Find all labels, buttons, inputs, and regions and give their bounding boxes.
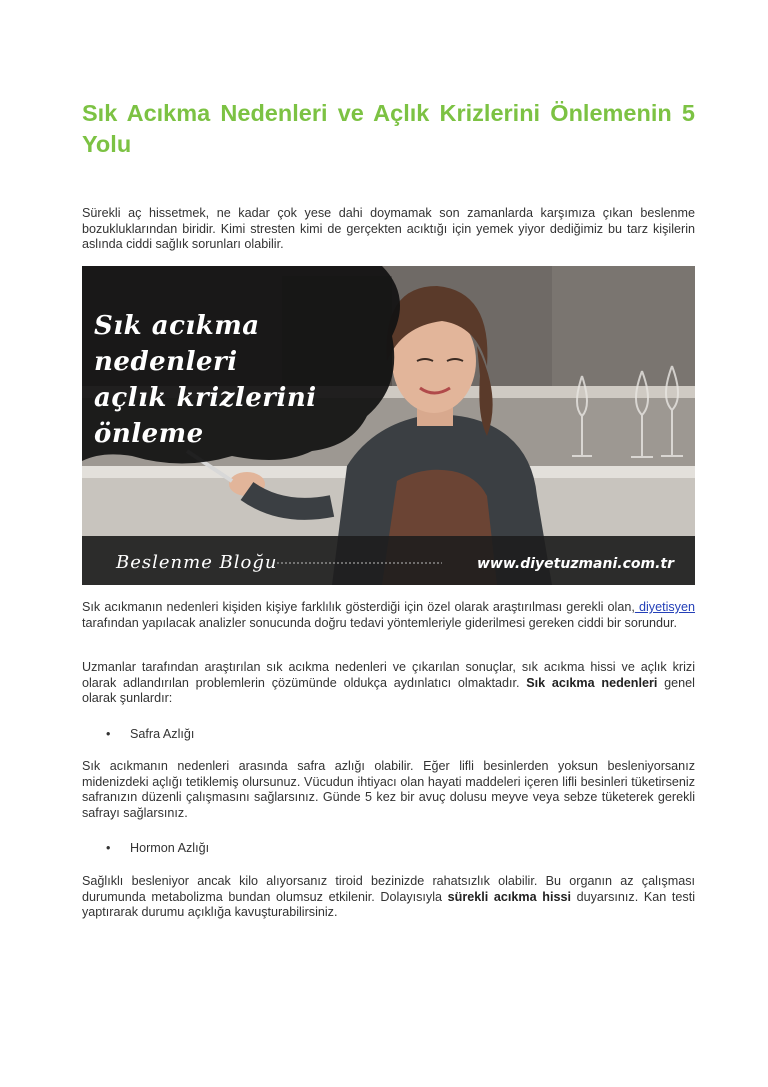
paragraph-experts-bold: Sık acıkma nedenleri xyxy=(519,675,658,690)
paragraph-experts xyxy=(82,660,695,707)
hero-headline-line-2: açlık krizlerini önleme xyxy=(94,383,317,449)
intro-paragraph: Sürekli aç hissetmek, ne kadar çok yese dahi doymamak son zamanlarda karşımıza çıkan beslenme bozukluklarından biridir. Kimi stresten kimi de gerçekten acıktığı için yemek yiyor dediğimiz bu tarz kişilerin aslında ciddi sağlık sorunları olabilir. xyxy=(82,206,695,251)
paragraph-hormone-text-after: duyarsınız. Kan testi yaptırarak durumu açıklığa kavuşturabilirsiniz. xyxy=(82,889,696,919)
paragraph-hormone-text-before: Sağlıklı besleniyor ancak kilo alıyorsanız tiroid bezinizde rahatsızlık olabilir. Bu organın az çalışması durumunda metabolizma bundan olumsuz etkilenir. Dolayısıyla xyxy=(82,874,695,904)
hero-footer-left: Beslenme Bloğu xyxy=(116,552,278,573)
hero-footer-right: www.diyetuzmani.com.tr xyxy=(477,556,675,572)
paragraph-hormone-bold: sürekli acıkma hissi xyxy=(447,889,571,904)
paragraph-dietitian-text-after: tarafından yapılacak analizler sonucunda doğru tedavi yöntemleriyle giderilmesi gereken ciddi bir sorundur. xyxy=(82,615,678,630)
paragraph-hormone xyxy=(82,874,695,921)
paragraph-experts-text-after: genel olarak şunlardır: xyxy=(82,675,695,705)
paragraph-dietitian-text-before: Sık acıkmanın nedenleri kişiden kişiye farklılık gösterdiği için özel olarak araştırılması gerekli olan, xyxy=(82,600,635,614)
paragraph-bile: Sık acıkmanın nedenleri arasında safra azlığı olabilir. Eğer lifli besinlerden yoksun besleniyorsanız midenizdeki açlığı tetiklemiş olursunuz. Vücudun ihtiyacı olan hayati maddeleri içeren lifli besinleri tüketirseniz safranızın düzenli çalışmasını sağlarsınız. Günde 5 kez bir avuç dolusu meyve veya sebze tüketerek gerekli safrayı sağlarsınız. xyxy=(82,759,695,820)
list-item-label: Safra Azlığı xyxy=(130,727,195,741)
paragraph-dietitian xyxy=(82,600,695,631)
hero-image xyxy=(82,266,695,585)
hero-headline-line-1: Sık acıkma nedenleri xyxy=(94,311,260,377)
bullet-icon: • xyxy=(106,727,111,741)
hero-headline xyxy=(94,308,394,452)
list-item-label: Hormon Azlığı xyxy=(130,841,210,855)
page-title: Sık Acıkma Nedenleri ve Açlık Krizlerini Önlemenin 5 Yolu xyxy=(82,100,695,157)
bullet-icon: • xyxy=(106,841,111,855)
paragraph-experts-text-before: Uzmanlar tarafından araştırılan sık acıkma nedenleri ve çıkarılan sonuçlar, sık acıkma hissi ve açlık krizi olarak adlandırılan problemlerin çözümünde oldukça aydınlatıcı olmaktadır. xyxy=(82,660,695,690)
dietitian-link[interactable]: diyetisyen xyxy=(634,600,695,614)
